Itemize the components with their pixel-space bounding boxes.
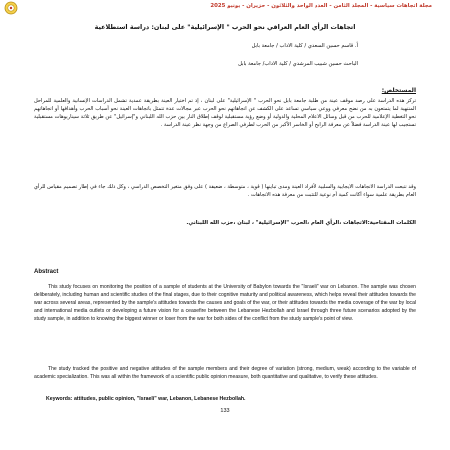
- arabic-abstract-paragraph-1: تركز هذه الدراسة على رصد موقف عينة من طلبة جامعة بابل نحو الحرب " الإسرائيلية" على لبنان ، إذ تم اختيار العينة بطريقة عمدية تشمل الدراسات الإنسانية والعلمية للمراحل المنتهية لما يتمتعون به من نضج معرفي ووعي سياسي تساعد على الكشف عن اتجاهاتهم نحو الحرب عبر مجالات عدة تتمثل باتجاهات العينة نحو أسباب الحرب وأهدافها أو اتجاهاتهم نحو التغطية الإعلامية للحرب من قبل وسائل الاعلام المحلية والدولية أو وضع رؤية مستقبلية لوقف إطلاق النار بين حزب الله اللبناني و"إسرائيل" عن طريق ثلاثة سيناريوهات مستقبلية تستجيب لها عينة الدراسة فضلاً عن معرفة الرابح أو الخاسر الأكبر من الحرب لطرفي الصراع من وجهة نظر عينة الدراسة .: [34, 98, 416, 128]
- arabic-abstract-heading: المستخلص:: [381, 87, 416, 94]
- author-line-1: أ. قاسم حسين السعدي / كلية الاداب / جامعة بابل: [251, 43, 358, 49]
- arabic-abstract-paragraph-2: وقد تتبعت الدراسة الاتجاهات الايجابية والسلبية لأفراد العينة ومدى تباينها ( قوية ، متوسطة ، ضعيفة ) على وفق متغير التخصص الدراسي ، وكل ذلك جاء في إطار تصميم مقياس للرأي العام بطريقة علمية سواء أكانت كمية أم نوعية للتثبت من معرفة هذه الاتجاهات .: [34, 184, 416, 198]
- english-keywords-label: Keywords:: [46, 396, 73, 402]
- article-title: اتجاهات الرأي العام العراقي نحو الحرب " الإسرائيلية" على لبنان: دراسة استطلاعية: [94, 23, 356, 31]
- author-line-2: الباحث حسين شبيب المرشدي / كلية الاداب/ جامعة بابل: [238, 61, 358, 67]
- english-abstract-paragraph-1: This study focuses on monitoring the position of a sample of students at the University of Babylon towards the "Israeli" war on Lebanon. The sample was chosen deliberately, including human and scientific studies of the final stages, due to their cognitive maturity and political awareness, which helps reveal their attitudes towards the war across several areas, represented by the sample's attitudes towards the causes and goals of the war, or their attitudes towards the media coverage of the war by local and international media outlets or developing a future vision for a ceasefire between the Lebanese Hezbollah and Israel through three future scenarios adopted by the study sample, in addition to knowing the biggest winner or loser from the war for both sides of the conflict from the study sample's point of view.: [34, 284, 416, 323]
- journal-logo-icon: [4, 1, 18, 15]
- english-abstract-heading: Abstract: [34, 269, 59, 275]
- english-keywords-text: attitudes, public opinion, "Israeli" war, Lebanon, Lebanese Hezbollah.: [72, 396, 246, 402]
- journal-header-text: مجلة اتجاهات سياسية - المجلد الثامن - العدد الواحد والثلاثون - حزيران - يونيو 2025: [210, 3, 432, 9]
- english-keywords: [46, 396, 246, 402]
- english-abstract-paragraph-2: The study tracked the positive and negative attitudes of the sample members and their degree of variation (strong, medium, weak) according to the variable of academic specialization. This was all within the framework of a scientific public opinion measure, both quantitative and qualitative, to verify these attitudes.: [34, 366, 416, 381]
- journal-header: [0, 0, 450, 15]
- arabic-keywords: الكلمات المفتاحية:الاتجاهات ،الرأي العام ،الحرب "الإسرائيلية" ، لبنان ،حزب الله اللبناني.: [186, 220, 416, 226]
- page-number: 133: [220, 408, 230, 414]
